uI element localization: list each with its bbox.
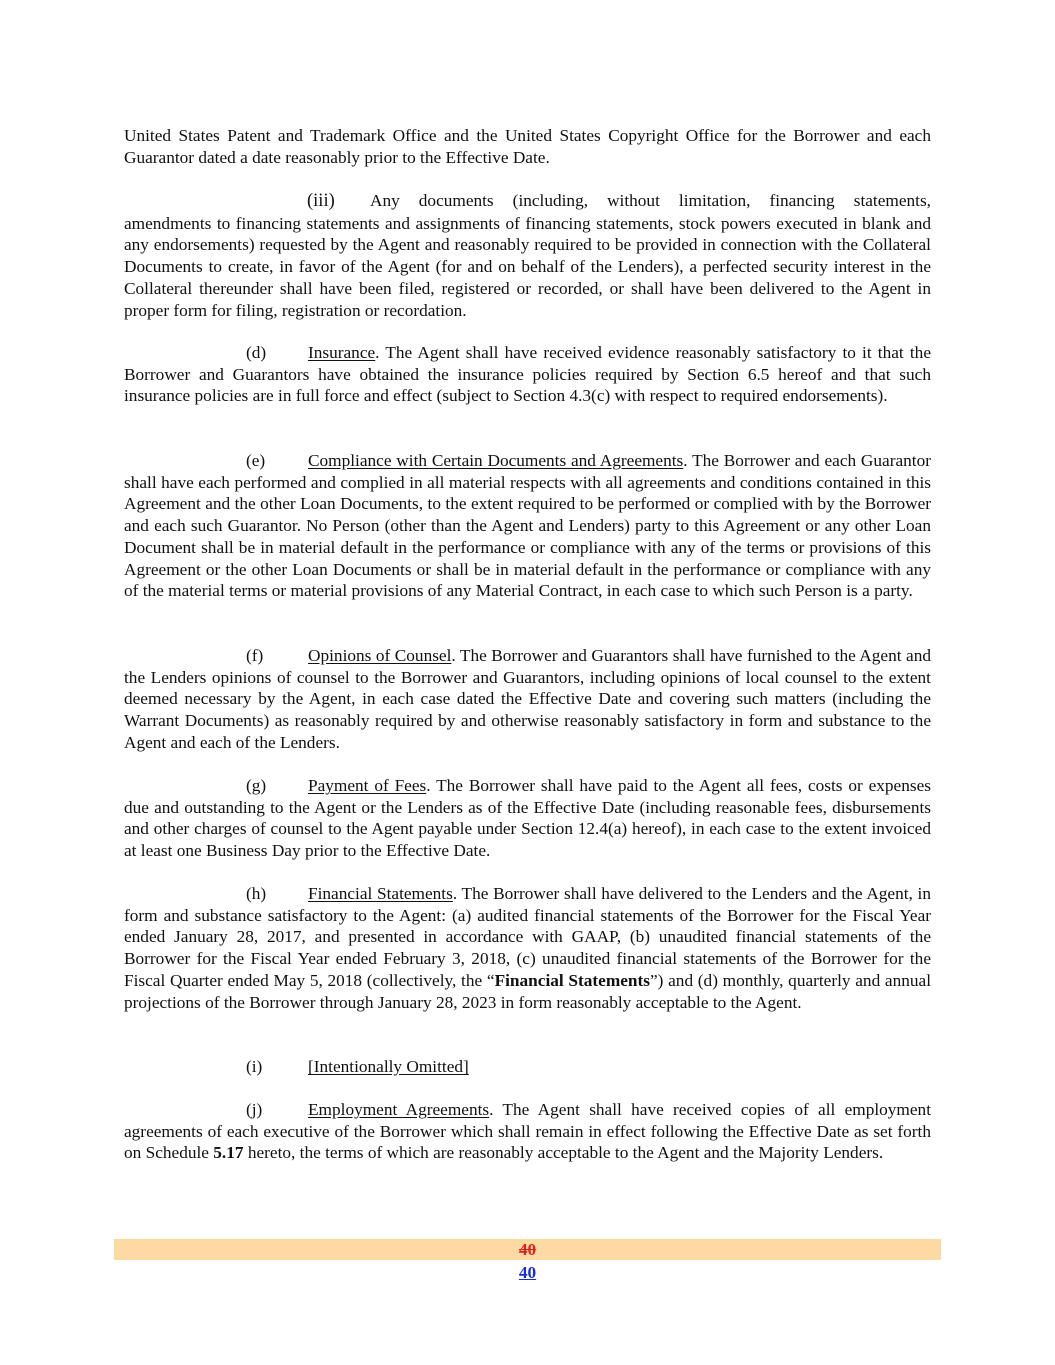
paragraph-number: (j) — [246, 1100, 263, 1119]
section-heading: Insurance — [308, 343, 376, 362]
paragraph-number: (h) — [246, 884, 267, 903]
paragraph-h — [124, 883, 931, 1013]
section-heading: Employment Agreements — [308, 1100, 490, 1119]
paragraph-iii — [124, 190, 931, 321]
paragraph-j — [124, 1099, 931, 1164]
page-number-inserted: 40 — [518, 1263, 537, 1282]
paragraph-number: (d) — [246, 343, 267, 362]
paragraph-text: . The Agent shall have received evidence reasonably satisfactory to it that the Borrower and Guarantors have obtained the insurance policies required by Section 6.5 hereof and that such insurance policies are in full force and effect (subject to Section 4.3(c) with respect to required endorsements). — [124, 343, 931, 406]
paragraph-text-cont: hereto, the terms of which are reasonably acceptable to the Agent and the Majority Lenders. — [243, 1143, 884, 1163]
section-heading: Payment of Fees — [308, 776, 427, 795]
paragraph-number: (g) — [246, 776, 267, 795]
paragraph-text: . The Agent shall have received copies of all employment agreements of each executive of the Borrower which shall remain in effect following the Effective Date as set forth on Schedule — [124, 1100, 931, 1163]
paragraph-text: Any documents (including, without limitation, financing statements, amendments to financing statements and assignments of financing statements, stock powers executed in blank and any endorsements) requested by the Agent and reasonably required to be provided in connection with the Collateral Documents to create, in favor of the Agent (for and on behalf of the Lenders), a perfected security interest in the Collateral thereunder shall have been filed, registered or recorded, or shall have been delivered to the Agent in proper form for filing, registration or recordation. — [124, 191, 931, 320]
paragraph-text-cont: ”) and (d) monthly, quarterly and annual projections of the Borrower through January 28, 2023 in form reasonably acceptable to the Agent. — [124, 970, 931, 1012]
paragraph-text: . The Borrower shall have paid to the Agent all fees, costs or expenses due and outstanding to the Agent or the Lenders as of the Effective Date (including reasonable fees, disbursements and other charges of counsel to the Agent payable under Section 12.4(a) hereof), in each case to the extent invoiced at least one Business Day prior to the Effective Date. — [124, 776, 931, 861]
section-heading: Compliance with Certain Documents and Agreements — [308, 451, 684, 470]
paragraph-f — [124, 645, 931, 754]
schedule-reference: 5.17 — [213, 1143, 244, 1163]
section-heading: [Intentionally Omitted] — [308, 1057, 469, 1076]
section-heading: Financial Statements — [308, 884, 453, 903]
paragraph-g — [124, 775, 931, 862]
paragraph-number: (f) — [246, 646, 264, 665]
defined-term: Financial Statements — [494, 970, 650, 990]
paragraph-continuation — [124, 125, 931, 168]
paragraph-e — [124, 450, 931, 602]
page-number-deleted: 40 — [518, 1240, 537, 1259]
paragraph-number: (iii) — [307, 191, 335, 211]
paragraph-number: (i) — [246, 1057, 263, 1076]
paragraph-text: . The Borrower and Guarantors shall have furnished to the Agent and the Lenders opinions of counsel to the Borrower and Guarantors, including opinions of local counsel to the extent deemed necessary by the Agent, in each case dated the Effective Date and covering such matters (including the Warrant Documents) as reasonably required by and otherwise reasonably satisfactory in form and substance to the Agent and each of the Lenders. — [124, 646, 931, 752]
paragraph-i — [124, 1056, 931, 1078]
paragraph-text: . The Borrower shall have delivered to the Lenders and the Agent, in form and substance satisfactory to the Agent: (a) audited financial statements of the Borrower for the Fiscal Year ended January 28, 2017, and presented in accordance with GAAP, (b) unaudited financial statements of the Borrower for the Fiscal Year ended February 3, 2018, (c) unaudited financial statements of the Borrower for the Fiscal Quarter ended May 5, 2018 (collectively, the “ — [124, 884, 931, 990]
paragraph-text: . The Borrower and each Guarantor shall have each performed and complied in all material respects with all agreements and conditions contained in this Agreement and the other Loan Documents, to the extent required to be performed or complied with by the Borrower and each such Guarantor. No Person (other than the Agent and Lenders) party to this Agreement or any other Loan Document shall be in material default in the performance or compliance with any of the terms or provisions of this Agreement or the other Loan Documents or shall be in material default in the performance or compliance with any of the material terms or material provisions of any Material Contract, in each case to which such Person is a party. — [124, 451, 931, 601]
paragraph-d — [124, 342, 931, 407]
paragraph-number: (e) — [246, 451, 266, 470]
section-heading: Opinions of Counsel — [308, 646, 452, 665]
paragraph-text: United States Patent and Trademark Office and the United States Copyright Office for the Borrower and each Guarantor dated a date reasonably prior to the Effective Date. — [124, 126, 931, 167]
